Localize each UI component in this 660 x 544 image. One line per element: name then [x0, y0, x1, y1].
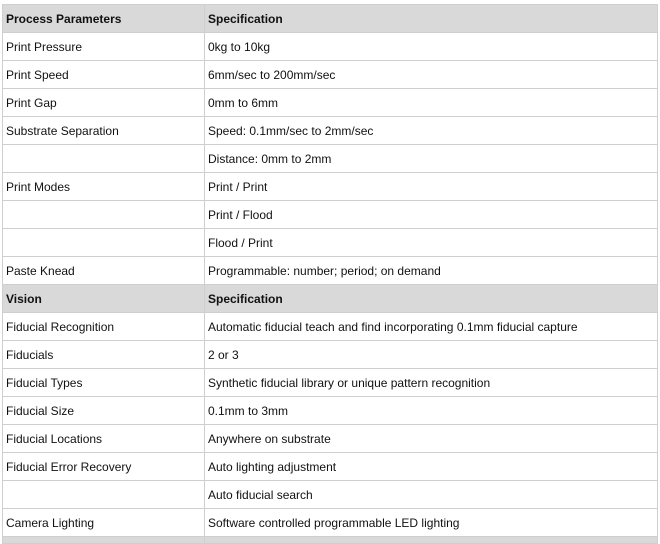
table-row: [3, 33, 658, 61]
specification-cell: 0mm to 6mm: [205, 89, 658, 117]
parameter-cell: [3, 481, 205, 509]
parameter-cell: [3, 145, 205, 173]
specification-cell: 0.1mm to 3mm: [205, 397, 658, 425]
table-row: [3, 453, 658, 481]
specification-cell: Programmable: number; period; on demand: [205, 257, 658, 285]
parameter-cell: Fiducial Types: [3, 369, 205, 397]
header-cell-empty: [3, 537, 205, 544]
table-row: [3, 369, 658, 397]
header-cell: Specification: [205, 285, 658, 313]
specification-cell: Flood / Print: [205, 229, 658, 257]
specification-cell: Automatic fiducial teach and find incorporating 0.1mm fiducial capture: [205, 313, 658, 341]
specification-cell: Print / Print: [205, 173, 658, 201]
table-row: [3, 341, 658, 369]
parameter-cell: Substrate Separation: [3, 117, 205, 145]
table-row: [3, 145, 658, 173]
table-row: [3, 117, 658, 145]
specification-cell: Distance: 0mm to 2mm: [205, 145, 658, 173]
spec-sheet: [2, 4, 657, 544]
table-row: [3, 257, 658, 285]
parameter-cell: Fiducial Error Recovery: [3, 453, 205, 481]
header-cell: Specification: [205, 5, 658, 33]
parameter-cell: Camera Lighting: [3, 509, 205, 537]
specification-cell: 6mm/sec to 200mm/sec: [205, 61, 658, 89]
parameter-cell: Fiducials: [3, 341, 205, 369]
specification-cell: Anywhere on substrate: [205, 425, 658, 453]
specification-cell: Auto lighting adjustment: [205, 453, 658, 481]
specification-cell: Synthetic fiducial library or unique pattern recognition: [205, 369, 658, 397]
table-row: [3, 89, 658, 117]
table-row: [3, 509, 658, 537]
parameter-cell: [3, 229, 205, 257]
specification-cell: 0kg to 10kg: [205, 33, 658, 61]
table-row: [3, 61, 658, 89]
table-row: [3, 229, 658, 257]
header-cell-empty: [205, 537, 658, 544]
table-row: [3, 397, 658, 425]
specification-cell: Print / Flood: [205, 201, 658, 229]
specification-cell: Software controlled programmable LED lighting: [205, 509, 658, 537]
parameter-cell: Fiducial Recognition: [3, 313, 205, 341]
section-header-vision: [3, 285, 658, 313]
section-header-process-parameters: [3, 5, 658, 33]
table-row: [3, 173, 658, 201]
table-row: [3, 481, 658, 509]
parameter-cell: Paste Knead: [3, 257, 205, 285]
parameter-cell: Fiducial Size: [3, 397, 205, 425]
spec-table: [2, 4, 658, 544]
parameter-cell: Print Modes: [3, 173, 205, 201]
parameter-cell: [3, 201, 205, 229]
next-section-header-band: [3, 537, 658, 544]
table-row: [3, 201, 658, 229]
parameter-cell: Print Pressure: [3, 33, 205, 61]
parameter-cell: Fiducial Locations: [3, 425, 205, 453]
header-cell: Process Parameters: [3, 5, 205, 33]
header-cell: Vision: [3, 285, 205, 313]
parameter-cell: Print Speed: [3, 61, 205, 89]
table-row: [3, 313, 658, 341]
specification-cell: Speed: 0.1mm/sec to 2mm/sec: [205, 117, 658, 145]
table-row: [3, 425, 658, 453]
specification-cell: 2 or 3: [205, 341, 658, 369]
specification-cell: Auto fiducial search: [205, 481, 658, 509]
parameter-cell: Print Gap: [3, 89, 205, 117]
